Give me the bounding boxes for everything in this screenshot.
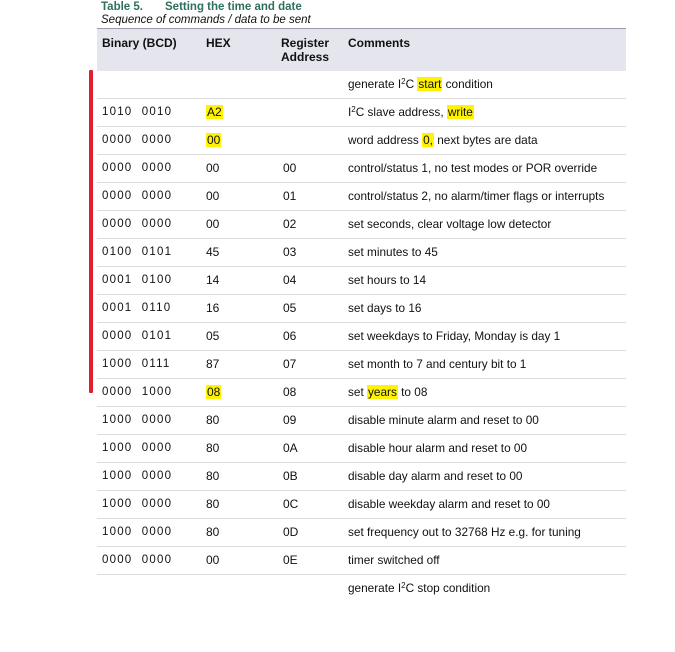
register-cell: 0D — [283, 525, 299, 539]
table-row — [97, 519, 626, 547]
comment-cell — [348, 239, 438, 266]
register-cell: 07 — [283, 357, 297, 371]
comment-text: set — [348, 385, 368, 399]
register-cell: 06 — [283, 329, 297, 343]
header-register: Register Address — [281, 36, 330, 64]
table-title: Setting the time and date — [165, 1, 302, 13]
comment-text: generate I — [348, 581, 402, 595]
comment-cell — [348, 155, 597, 182]
comment-cell — [348, 407, 539, 434]
comment-text: control/status 2, no alarm/timer flags or interrupts — [348, 189, 605, 203]
comment-text: I — [348, 105, 352, 119]
table-subtitle: Sequence of commands / data to be sent — [101, 14, 311, 26]
binary-cell: 1000 0000 — [102, 442, 173, 454]
change-bar — [89, 70, 93, 393]
register-cell: 0B — [283, 469, 298, 483]
hex-cell — [206, 155, 219, 182]
register-cell: 03 — [283, 245, 297, 259]
comment-cell — [348, 71, 493, 98]
table-number: Table 5. — [101, 1, 143, 13]
hex-cell — [206, 211, 219, 238]
comment-text: word address — [348, 133, 423, 147]
binary-cell: 0000 0000 — [102, 218, 173, 230]
comment-cell — [348, 547, 440, 574]
hex-cell — [206, 463, 219, 490]
hex-value: 00 — [206, 189, 220, 203]
comment-cell — [348, 491, 550, 518]
hex-cell — [206, 379, 221, 406]
hex-value: 80 — [206, 413, 220, 427]
binary-cell: 0000 0000 — [102, 190, 173, 202]
hex-value: A2 — [207, 105, 222, 119]
comment-text: generate I — [348, 77, 402, 91]
comment-text: set minutes to 45 — [348, 245, 438, 259]
hex-value: 00 — [206, 217, 220, 231]
comment-text: C — [405, 77, 418, 91]
comment-cell — [348, 463, 522, 490]
binary-cell: 0100 0101 — [102, 246, 173, 258]
comment-cell — [348, 295, 421, 322]
table-row — [97, 211, 626, 239]
hex-value: 80 — [206, 441, 220, 455]
table-row — [97, 127, 626, 155]
hex-cell — [206, 239, 219, 266]
table-row — [97, 575, 626, 602]
hex-value: 80 — [206, 469, 220, 483]
table-row — [97, 239, 626, 267]
hex-cell — [206, 351, 219, 378]
hex-value: 00 — [206, 161, 220, 175]
table-row — [97, 99, 626, 127]
comment-text: to 08 — [397, 385, 428, 399]
comment-text: disable hour alarm and reset to 00 — [348, 441, 528, 455]
comment-cell — [348, 99, 474, 126]
hex-cell — [206, 547, 219, 574]
table-header — [97, 28, 626, 71]
comment-cell — [348, 267, 426, 294]
hex-cell — [206, 323, 219, 350]
binary-cell: 0001 0100 — [102, 274, 173, 286]
table-row — [97, 407, 626, 435]
comment-text: disable weekday alarm and reset to 00 — [348, 497, 550, 511]
hex-value: 87 — [206, 357, 220, 371]
table-row — [97, 351, 626, 379]
hex-value: 45 — [206, 245, 220, 259]
table-body — [97, 71, 626, 602]
table-row — [97, 547, 626, 575]
binary-cell: 1000 0000 — [102, 414, 173, 426]
binary-cell: 1000 0000 — [102, 526, 173, 538]
register-cell: 00 — [283, 161, 297, 175]
comment-cell — [348, 575, 490, 602]
comment-cell — [348, 127, 538, 154]
register-cell: 0E — [283, 553, 298, 567]
comment-superscript: 2 — [401, 77, 406, 86]
comment-text: control/status 1, no test modes or POR override — [348, 161, 598, 175]
comment-text: next bytes are data — [433, 133, 538, 147]
hex-cell — [206, 407, 219, 434]
comment-text: disable minute alarm and reset to 00 — [348, 413, 539, 427]
register-cell: 04 — [283, 273, 297, 287]
table-row — [97, 379, 626, 407]
table-row — [97, 71, 626, 99]
comment-text: disable day alarm and reset to 00 — [348, 469, 523, 483]
comment-text: set weekdays to Friday, Monday is day 1 — [348, 329, 561, 343]
hex-value: 08 — [207, 385, 221, 399]
binary-cell: 0000 1000 — [102, 386, 173, 398]
register-cell: 0C — [283, 497, 299, 511]
comment-cell — [348, 323, 560, 350]
hex-value: 80 — [206, 525, 220, 539]
binary-cell: 0000 0000 — [102, 554, 173, 566]
binary-cell: 0000 0000 — [102, 162, 173, 174]
hex-cell — [206, 295, 219, 322]
binary-cell: 0000 0101 — [102, 330, 173, 342]
hex-value: 14 — [206, 273, 220, 287]
register-cell: 09 — [283, 413, 297, 427]
table-row — [97, 491, 626, 519]
hex-cell — [206, 519, 219, 546]
binary-cell: 0000 0000 — [102, 134, 173, 146]
comment-highlight: 0, — [423, 133, 433, 147]
comment-text: set month to 7 and century bit to 1 — [348, 357, 527, 371]
register-cell: 08 — [283, 385, 297, 399]
comment-superscript: 2 — [351, 105, 356, 114]
comment-text: condition — [442, 77, 493, 91]
comment-highlight: write — [447, 105, 473, 119]
header-hex: HEX — [206, 36, 231, 50]
hex-value: 00 — [206, 553, 220, 567]
table-caption — [101, 1, 302, 13]
comment-highlight: years — [368, 385, 397, 399]
hex-cell — [206, 183, 219, 210]
comment-text: C slave address, — [355, 105, 447, 119]
header-comments: Comments — [348, 36, 411, 50]
table-row — [97, 323, 626, 351]
hex-cell — [206, 435, 219, 462]
comment-text: set seconds, clear voltage low detector — [348, 217, 552, 231]
hex-cell — [206, 99, 223, 126]
commands-table — [97, 28, 626, 602]
comment-cell — [348, 351, 526, 378]
comment-cell — [348, 183, 604, 210]
hex-cell — [206, 267, 219, 294]
hex-cell — [206, 491, 219, 518]
binary-cell: 1000 0000 — [102, 498, 173, 510]
comment-cell — [348, 519, 581, 546]
binary-cell: 1010 0010 — [102, 106, 173, 118]
comment-text: timer switched off — [348, 553, 440, 567]
table-row — [97, 183, 626, 211]
comment-superscript: 2 — [401, 581, 406, 590]
table-row — [97, 267, 626, 295]
hex-value: 16 — [206, 301, 220, 315]
comment-cell — [348, 379, 427, 406]
hex-cell — [206, 127, 221, 154]
binary-cell: 1000 0111 — [102, 358, 171, 370]
comment-text: C stop condition — [405, 581, 491, 595]
comment-highlight: start — [418, 77, 442, 91]
register-cell: 05 — [283, 301, 297, 315]
comment-cell — [348, 211, 551, 238]
comment-text: set hours to 14 — [348, 273, 427, 287]
hex-value: 80 — [206, 497, 220, 511]
table-row — [97, 295, 626, 323]
hex-value: 00 — [207, 133, 221, 147]
hex-value: 05 — [206, 329, 220, 343]
table-row — [97, 435, 626, 463]
table-row — [97, 155, 626, 183]
header-binary: Binary (BCD) — [102, 36, 177, 50]
comment-text: set frequency out to 32768 Hz e.g. for tuning — [348, 525, 581, 539]
comment-text: set days to 16 — [348, 301, 422, 315]
binary-cell: 0001 0110 — [102, 302, 172, 314]
table-row — [97, 463, 626, 491]
register-cell: 01 — [283, 189, 297, 203]
register-cell: 0A — [283, 441, 298, 455]
binary-cell: 1000 0000 — [102, 470, 173, 482]
comment-cell — [348, 435, 527, 462]
register-cell: 02 — [283, 217, 297, 231]
